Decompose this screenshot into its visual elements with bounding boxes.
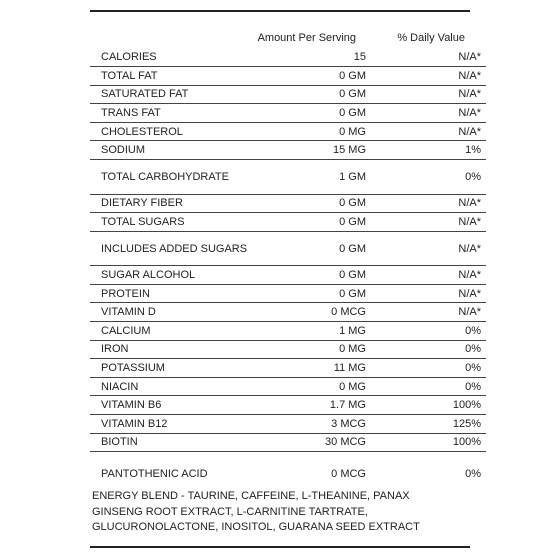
nutrient-name: VITAMIN B6 [90, 396, 291, 415]
nutrient-amount: 0 MCG [291, 303, 366, 322]
nutrient-amount: 0 GM [291, 67, 366, 86]
nutrient-name: INCLUDES ADDED SUGARS [90, 231, 291, 266]
table-row [90, 396, 486, 415]
nutrient-name: SODIUM [90, 141, 291, 160]
nutrition-table [90, 48, 486, 496]
table-row [90, 213, 486, 232]
nutrient-name: TOTAL FAT [90, 67, 291, 86]
nutrient-name: SATURATED FAT [90, 85, 291, 104]
table-row [90, 284, 486, 303]
nutrient-daily-value: 1% [366, 141, 486, 160]
nutrient-amount: 0 GM [291, 284, 366, 303]
nutrient-name: TRANS FAT [90, 104, 291, 123]
table-header [90, 32, 470, 48]
table-row [90, 303, 486, 322]
nutrient-amount: 0 GM [291, 266, 366, 285]
table-row [90, 359, 486, 378]
nutrient-daily-value: N/A* [366, 266, 486, 285]
nutrient-name: IRON [90, 340, 291, 359]
amount-per-serving-header: Amount Per Serving [257, 32, 356, 44]
nutrient-name: DIETARY FIBER [90, 194, 291, 213]
nutrient-name: POTASSIUM [90, 359, 291, 378]
table-row [90, 433, 486, 452]
nutrient-amount: 30 MCG [291, 433, 366, 452]
table-row [90, 377, 486, 396]
nutrient-amount: 1 GM [291, 160, 366, 195]
table-row [90, 85, 486, 104]
nutrient-daily-value: N/A* [366, 194, 486, 213]
nutrient-amount: 0 MG [291, 340, 366, 359]
table-row [90, 67, 486, 86]
table-row [90, 160, 486, 195]
nutrient-daily-value: 100% [366, 433, 486, 452]
nutrient-amount: 1.7 MG [291, 396, 366, 415]
nutrient-amount: 0 GM [291, 213, 366, 232]
table-row [90, 415, 486, 434]
nutrient-daily-value: N/A* [366, 213, 486, 232]
nutrient-name: TOTAL CARBOHYDRATE [90, 160, 291, 195]
nutrient-name: VITAMIN B12 [90, 415, 291, 434]
table-row [90, 322, 486, 341]
nutrient-daily-value: N/A* [366, 85, 486, 104]
nutrient-daily-value: 0% [366, 322, 486, 341]
nutrition-panel [90, 10, 481, 548]
nutrient-name: BIOTIN [90, 433, 291, 452]
nutrient-daily-value: 0% [366, 160, 486, 195]
nutrient-amount: 0 MG [291, 377, 366, 396]
table-row [90, 231, 486, 266]
nutrient-daily-value: N/A* [366, 231, 486, 266]
nutrient-amount: 15 [353, 51, 366, 64]
nutrient-name: PANTOTHENIC ACID [90, 452, 291, 496]
table-row [90, 266, 486, 285]
nutrient-amount: 0 GM [291, 231, 366, 266]
nutrient-name: NIACIN [90, 377, 291, 396]
nutrient-amount: 0 GM [291, 85, 366, 104]
table-row [90, 194, 486, 213]
nutrient-name: TOTAL SUGARS [90, 213, 291, 232]
nutrient-daily-value: N/A* [366, 104, 486, 123]
nutrient-name: CHOLESTEROL [90, 122, 291, 141]
nutrient-name: PROTEIN [90, 284, 291, 303]
energy-blend-text: ENERGY BLEND - TAURINE, CAFFEINE, L-THEANINE, PANAX GINSENG ROOT EXTRACT, L-CARNITINE TARTRATE, GLUCURONOLACTONE, INOSITOL, GUARANA SEED EXTRACT [92, 490, 420, 533]
nutrient-daily-value: N/A* [366, 67, 486, 86]
nutrient-daily-value: N/A* [366, 122, 486, 141]
table-row [90, 48, 486, 67]
nutrient-daily-value: 0% [366, 377, 486, 396]
nutrient-name: VITAMIN D [90, 303, 291, 322]
table-row [90, 122, 486, 141]
nutrient-daily-value: 100% [366, 396, 486, 415]
nutrient-daily-value: 0% [366, 340, 486, 359]
nutrient-name: CALCIUM [90, 322, 291, 341]
nutrient-name: CALORIES [101, 51, 157, 64]
table-row [90, 340, 486, 359]
nutrient-amount: 3 MCG [291, 415, 366, 434]
nutrient-amount: 0 GM [291, 104, 366, 123]
nutrient-name: SUGAR ALCOHOL [90, 266, 291, 285]
nutrient-amount: 11 MG [291, 359, 366, 378]
nutrient-amount: 15 MG [291, 141, 366, 160]
nutrient-amount: 1 MG [291, 322, 366, 341]
nutrient-amount: 0 MG [291, 122, 366, 141]
nutrient-daily-value: 0% [366, 452, 486, 496]
nutrient-daily-value: N/A* [366, 303, 486, 322]
daily-value-header: % Daily Value [397, 32, 465, 44]
nutrient-daily-value: N/A* [366, 284, 486, 303]
table-row [90, 141, 486, 160]
nutrient-amount: 0 MCG [291, 452, 366, 496]
table-row [90, 104, 486, 123]
nutrient-daily-value: 125% [366, 415, 486, 434]
nutrient-amount: 0 GM [291, 194, 366, 213]
nutrient-daily-value: 0% [366, 359, 486, 378]
nutrient-daily-value: N/A* [458, 51, 481, 64]
